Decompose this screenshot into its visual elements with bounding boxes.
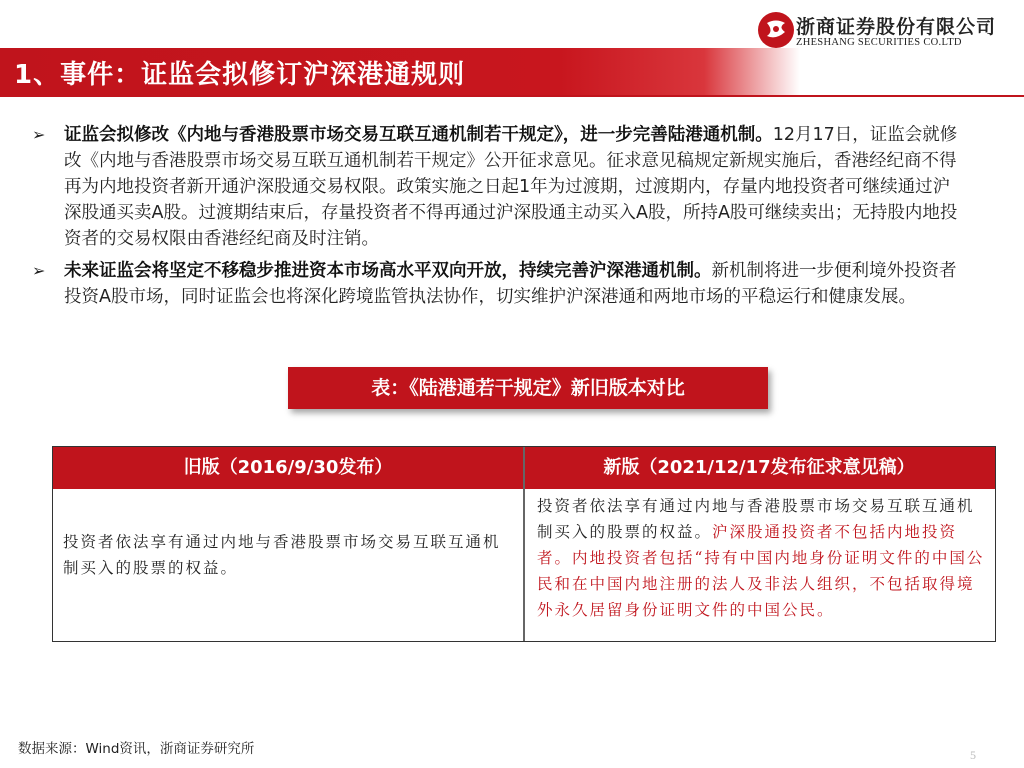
data-source: 数据来源：Wind资讯，浙商证券研究所 xyxy=(18,741,255,757)
table-caption: 表：《陆港通若干规定》新旧版本对比 xyxy=(288,367,768,409)
arrow-bullet-icon: ➢ xyxy=(32,261,46,280)
bullet-body: 新机制将进一步便利境外投资者投资A股市场，同时证监会也将深化跨境监管执法协作，切实维护沪深港通和两地市场的平稳运行和健康发展。 xyxy=(64,261,957,307)
new-version-cell xyxy=(537,493,987,623)
bullet-body: 12月17日，证监会就修改《内地与香港股票市场交易互联互通机制若干规定》公开征求意见。征求意见稿规定新规实施后，香港经纪商不得再为内地投资者新开通沪深股通交易权限。政策实施之日起1年为过渡期，过渡期内，存量内地投资者可继续通过沪深股通买卖A股。过渡期结束后，存量投资者不得再通过沪深股通主动买入A股，所持A股可继续卖出；无持股内地投资者的交易权限由香港经纪商及时注销。 xyxy=(64,125,958,249)
bullet-item xyxy=(28,122,958,252)
new-version-text: 投资者依法享有通过内地与香港股票市场交易互联互通机制买入的股票的权益。 xyxy=(537,497,975,541)
bullet-lead: 未来证监会将坚定不移稳步推进资本市场高水平双向开放，持续完善沪深港通机制。 xyxy=(64,261,712,281)
title-divider xyxy=(0,95,1024,97)
slide-title: 1、事件：证监会拟修订沪深港通规则 xyxy=(14,60,466,90)
header-old-version: 旧版（2016/9/30发布） xyxy=(183,457,393,478)
company-logo xyxy=(756,8,1006,52)
new-version-highlight: 沪深股通投资者不包括内地投资者。内地投资者包括“持有中国内地身份证明文件的中国公民和在中国内地注册的法人及非法人组织，不包括取得境外永久居留身份证明文件的中国公民。 xyxy=(537,523,985,619)
comparison-table xyxy=(52,446,996,642)
column-divider xyxy=(523,447,525,641)
arrow-bullet-icon: ➢ xyxy=(32,125,46,144)
header-new-version: 新版（2021/12/17发布征求意见稿） xyxy=(603,457,915,478)
company-name-cn: 浙商证券股份有限公司 xyxy=(796,16,997,38)
page-number: 5 xyxy=(970,748,976,762)
title-banner xyxy=(0,48,800,96)
bullet-list xyxy=(28,122,958,316)
company-logo-icon xyxy=(756,10,796,50)
company-name-en: ZHESHANG SECURITIES CO.LTD xyxy=(796,37,962,48)
bullet-item xyxy=(28,258,958,310)
bullet-lead: 证监会拟修改《内地与香港股票市场交易互联互通机制若干规定》，进一步完善陆港通机制。 xyxy=(64,125,773,145)
old-version-cell: 投资者依法享有通过内地与香港股票市场交易互联互通机制买入的股票的权益。 xyxy=(63,533,501,577)
